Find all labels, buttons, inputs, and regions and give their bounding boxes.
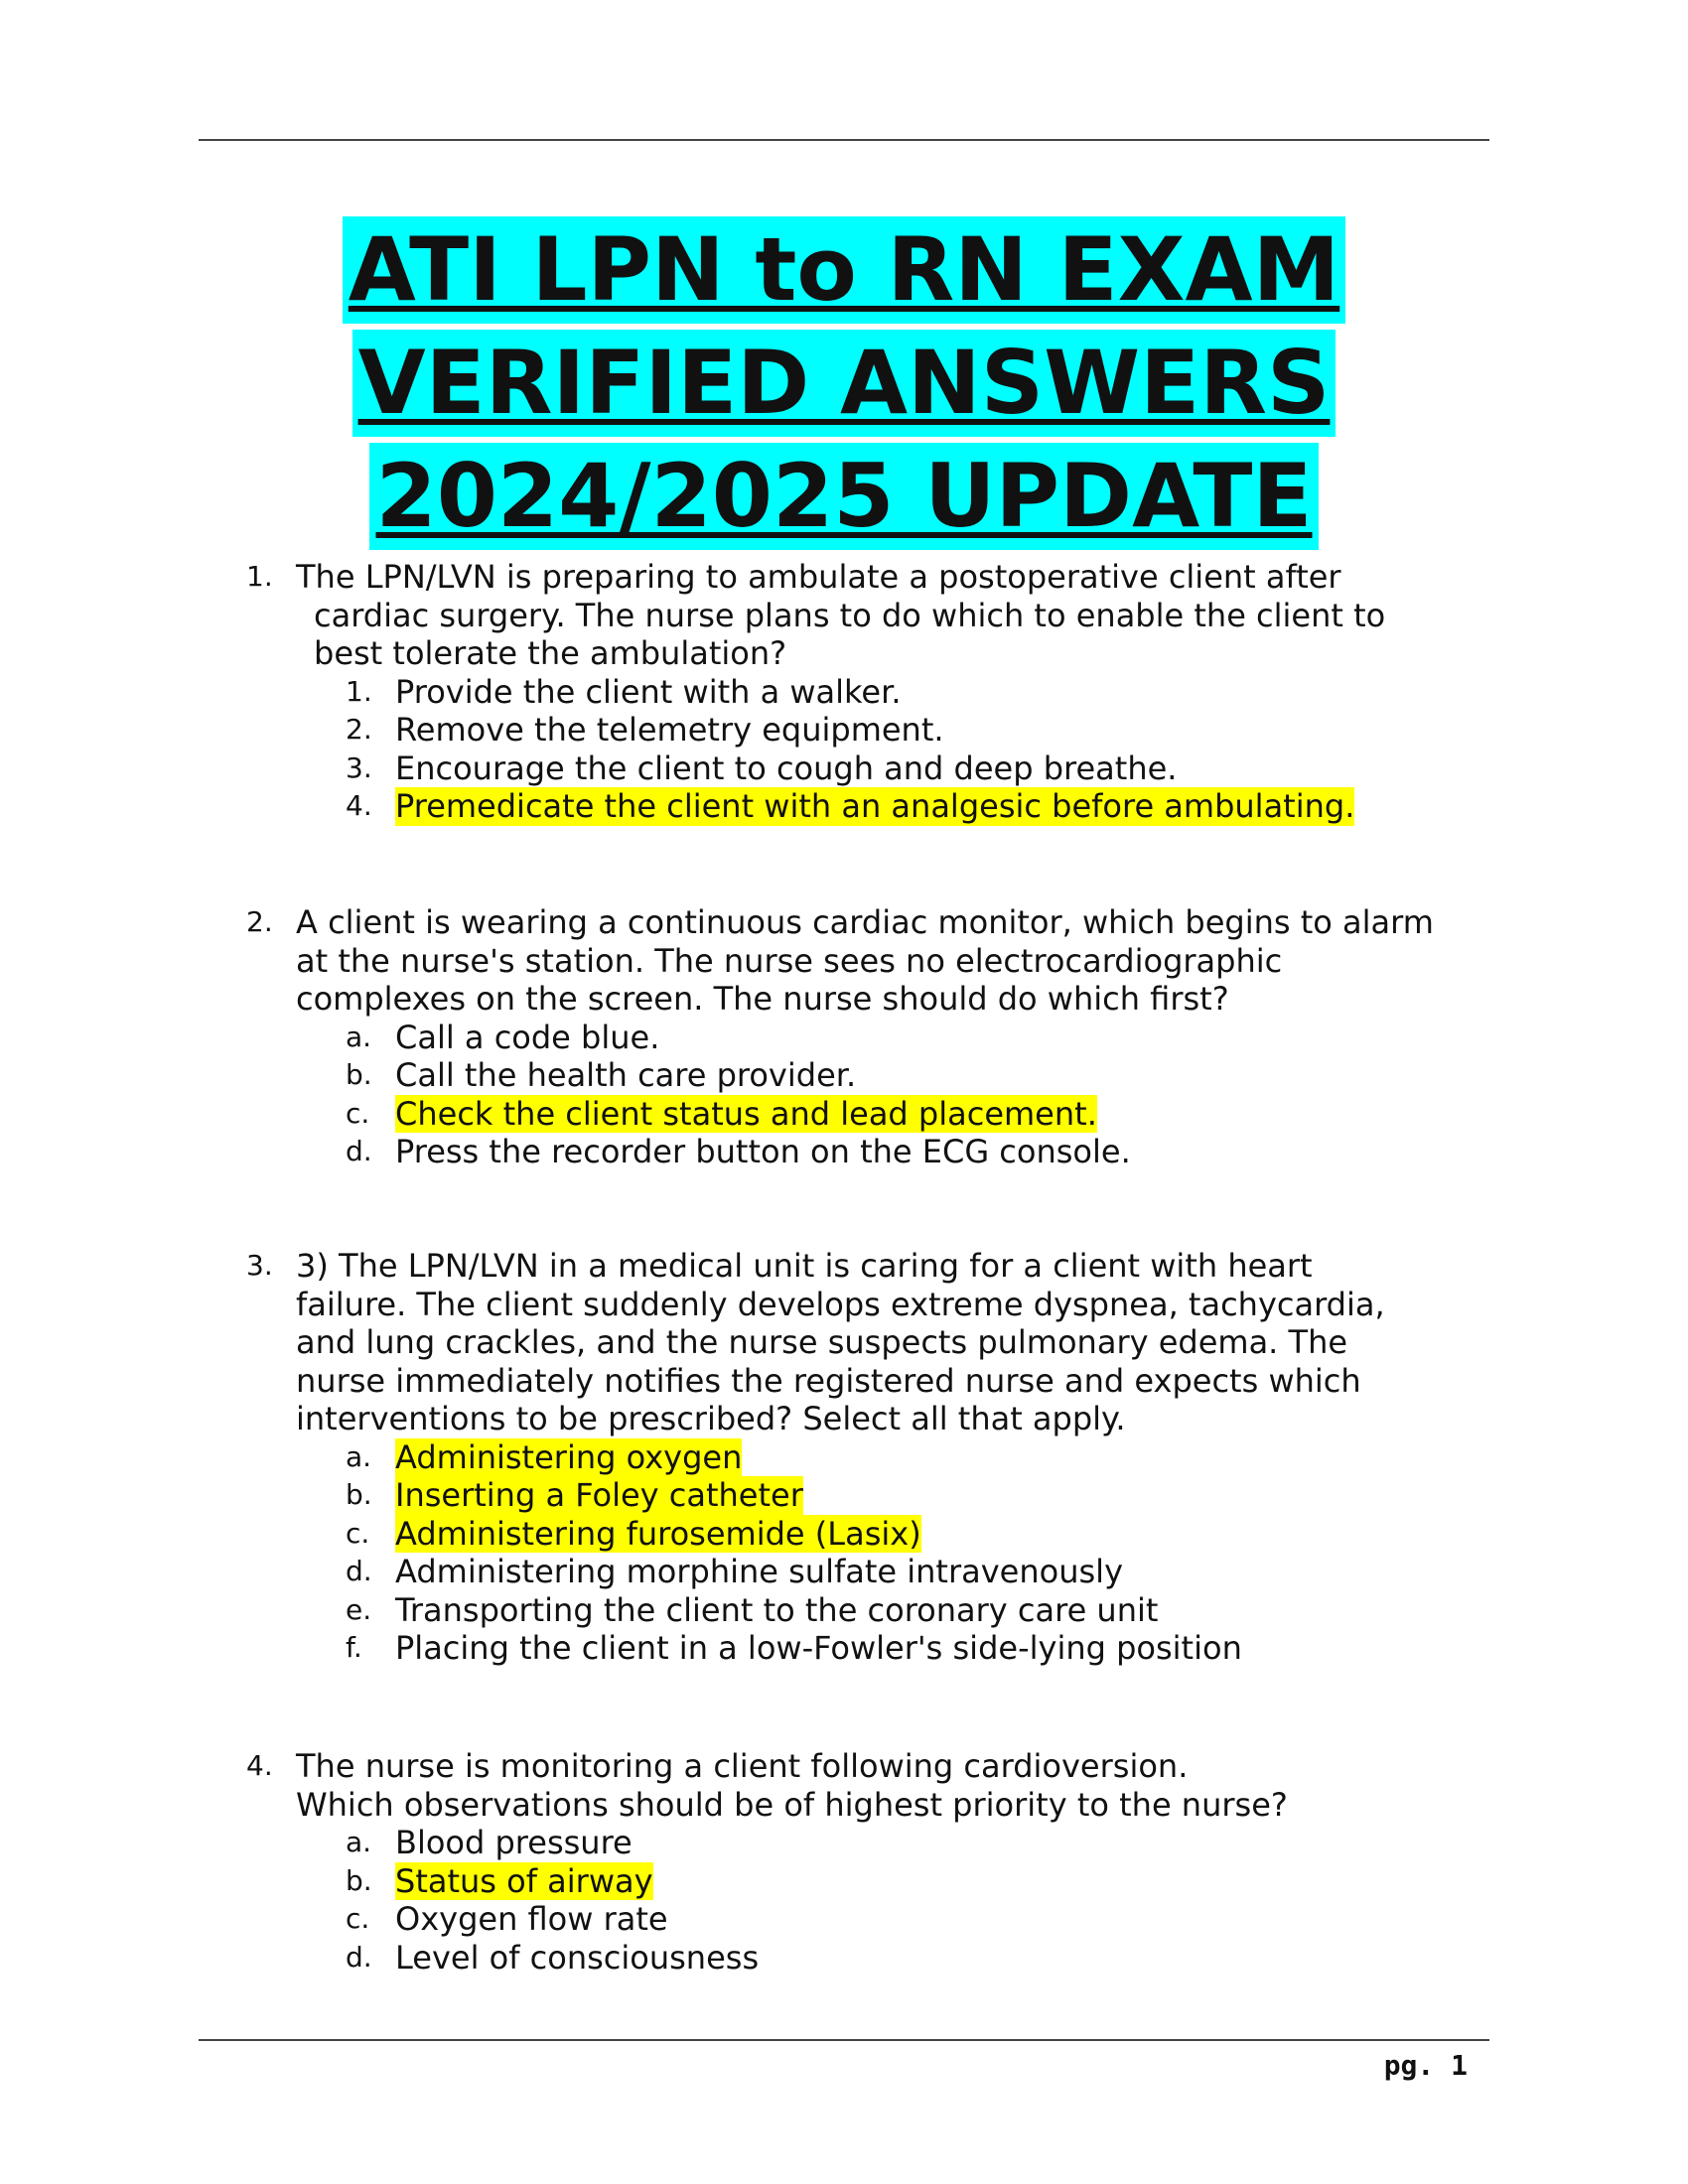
title-line-2: VERIFIED ANSWERS [352,330,1336,437]
correct-answer-text: Status of airway [395,1861,653,1900]
answer-option [0,1629,1688,1668]
answer-option-label: c. [346,1902,370,1935]
question-text-line: failure. The client suddenly develops extreme dyspnea, tachycardia, [296,1285,1385,1323]
answer-option-text: Call the health care provider. [395,1056,857,1094]
answer-option-text: Level of consciousness [395,1938,760,1977]
answer-option-label: b. [346,1478,372,1511]
answer-option-label: c. [346,1096,370,1130]
answer-option-text: Blood pressure [395,1824,633,1861]
answer-option [0,711,1688,750]
answer-option [0,750,1688,788]
answer-option [0,1862,1688,1901]
question-text-line: Which observations should be of highest priority to the nurse? [296,1785,1288,1824]
title-line-1: ATI LPN to RN EXAM [343,216,1345,324]
question-text-line: cardiac surgery. The nurse plans to do which to enable the client to [314,596,1386,634]
answer-option-label: d. [346,1135,372,1167]
answer-option-text: Oxygen flow rate [395,1900,668,1938]
correct-answer-text: Premedicate the client with an analgesic before ambulating. [395,787,1355,825]
correct-answer-text: Inserting a Foley catheter [395,1476,803,1514]
answer-option-label: a. [346,1826,372,1858]
question-text-line: at the nurse's station. The nurse sees no electrocardiographic [296,941,1283,980]
footer-rule [199,2039,1489,2041]
answer-option-label: 2. [346,713,372,746]
page-number: pg. 1 [1383,2049,1468,2082]
answer-option-label: f. [346,1631,362,1664]
header-rule [199,139,1489,141]
answer-option-label: d. [346,1555,372,1587]
answer-option [0,787,1688,826]
answer-option [0,1824,1688,1862]
answer-option [0,1553,1688,1591]
question-text-line: best tolerate the ambulation? [314,634,787,672]
answer-option-label: 3. [346,751,372,784]
answer-option-text: Press the recorder button on the ECG console. [395,1133,1131,1170]
answer-option [0,673,1688,712]
correct-answer-text: Administering oxygen [395,1437,743,1476]
answer-option-label: a. [346,1439,372,1473]
question-number: 3. [246,1249,273,1282]
answer-option-label: 4. [346,789,372,822]
document-title [0,216,1688,556]
question-number: 1. [246,560,273,593]
question-text-line: 3) The LPN/LVN in a medical unit is caring for a client with heart [296,1247,1313,1285]
question-number: 4. [246,1749,273,1782]
question-number: 2. [246,905,273,938]
answer-option-text: Transporting the client to the coronary care unit [395,1590,1159,1629]
answer-option [0,1019,1688,1057]
answer-option-label: b. [346,1058,372,1091]
answer-option-text: Call a code blue. [395,1018,660,1056]
answer-option [0,1438,1688,1477]
answer-option [0,1095,1688,1134]
answer-option-text: Remove the telemetry equipment. [395,711,944,749]
answer-option-text: Encourage the client to cough and deep breathe. [395,749,1178,787]
answer-option [0,1939,1688,1978]
answer-option-text: Provide the client with a walker. [395,672,902,711]
answer-option-label: c. [346,1516,370,1550]
answer-option-text: Administering morphine sulfate intravenously [395,1553,1123,1590]
answer-option-text: Placing the client in a low-Fowler's side-lying position [395,1629,1242,1667]
title-line-3: 2024/2025 UPDATE [369,443,1318,550]
answer-option [0,1900,1688,1939]
answer-option-label: a. [346,1020,372,1053]
question-text-line: interventions to be prescribed? Select all that apply. [296,1400,1126,1437]
answer-option-label: 1. [346,674,372,708]
question-text-line: complexes on the screen. The nurse should do which first? [296,980,1229,1018]
question-text-line: and lung crackles, and the nurse suspects pulmonary edema. The [296,1323,1348,1361]
answer-option [0,1591,1688,1630]
answer-option-label: b. [346,1863,372,1897]
answer-option [0,1515,1688,1554]
answer-option [0,1133,1688,1171]
question-text-line: The LPN/LVN is preparing to ambulate a postoperative client after [296,558,1341,596]
correct-answer-text: Administering furosemide (Lasix) [395,1514,921,1553]
answer-option-label: d. [346,1940,372,1974]
question-text-line: A client is wearing a continuous cardiac monitor, which begins to alarm [296,903,1434,941]
answer-option-label: e. [346,1592,372,1626]
answer-option [0,1056,1688,1095]
question-text-line: nurse immediately notifies the registered nurse and expects which [296,1361,1361,1400]
answer-option [0,1476,1688,1515]
question-text-line: The nurse is monitoring a client following cardioversion. [296,1747,1189,1785]
correct-answer-text: Check the client status and lead placement. [395,1094,1097,1133]
